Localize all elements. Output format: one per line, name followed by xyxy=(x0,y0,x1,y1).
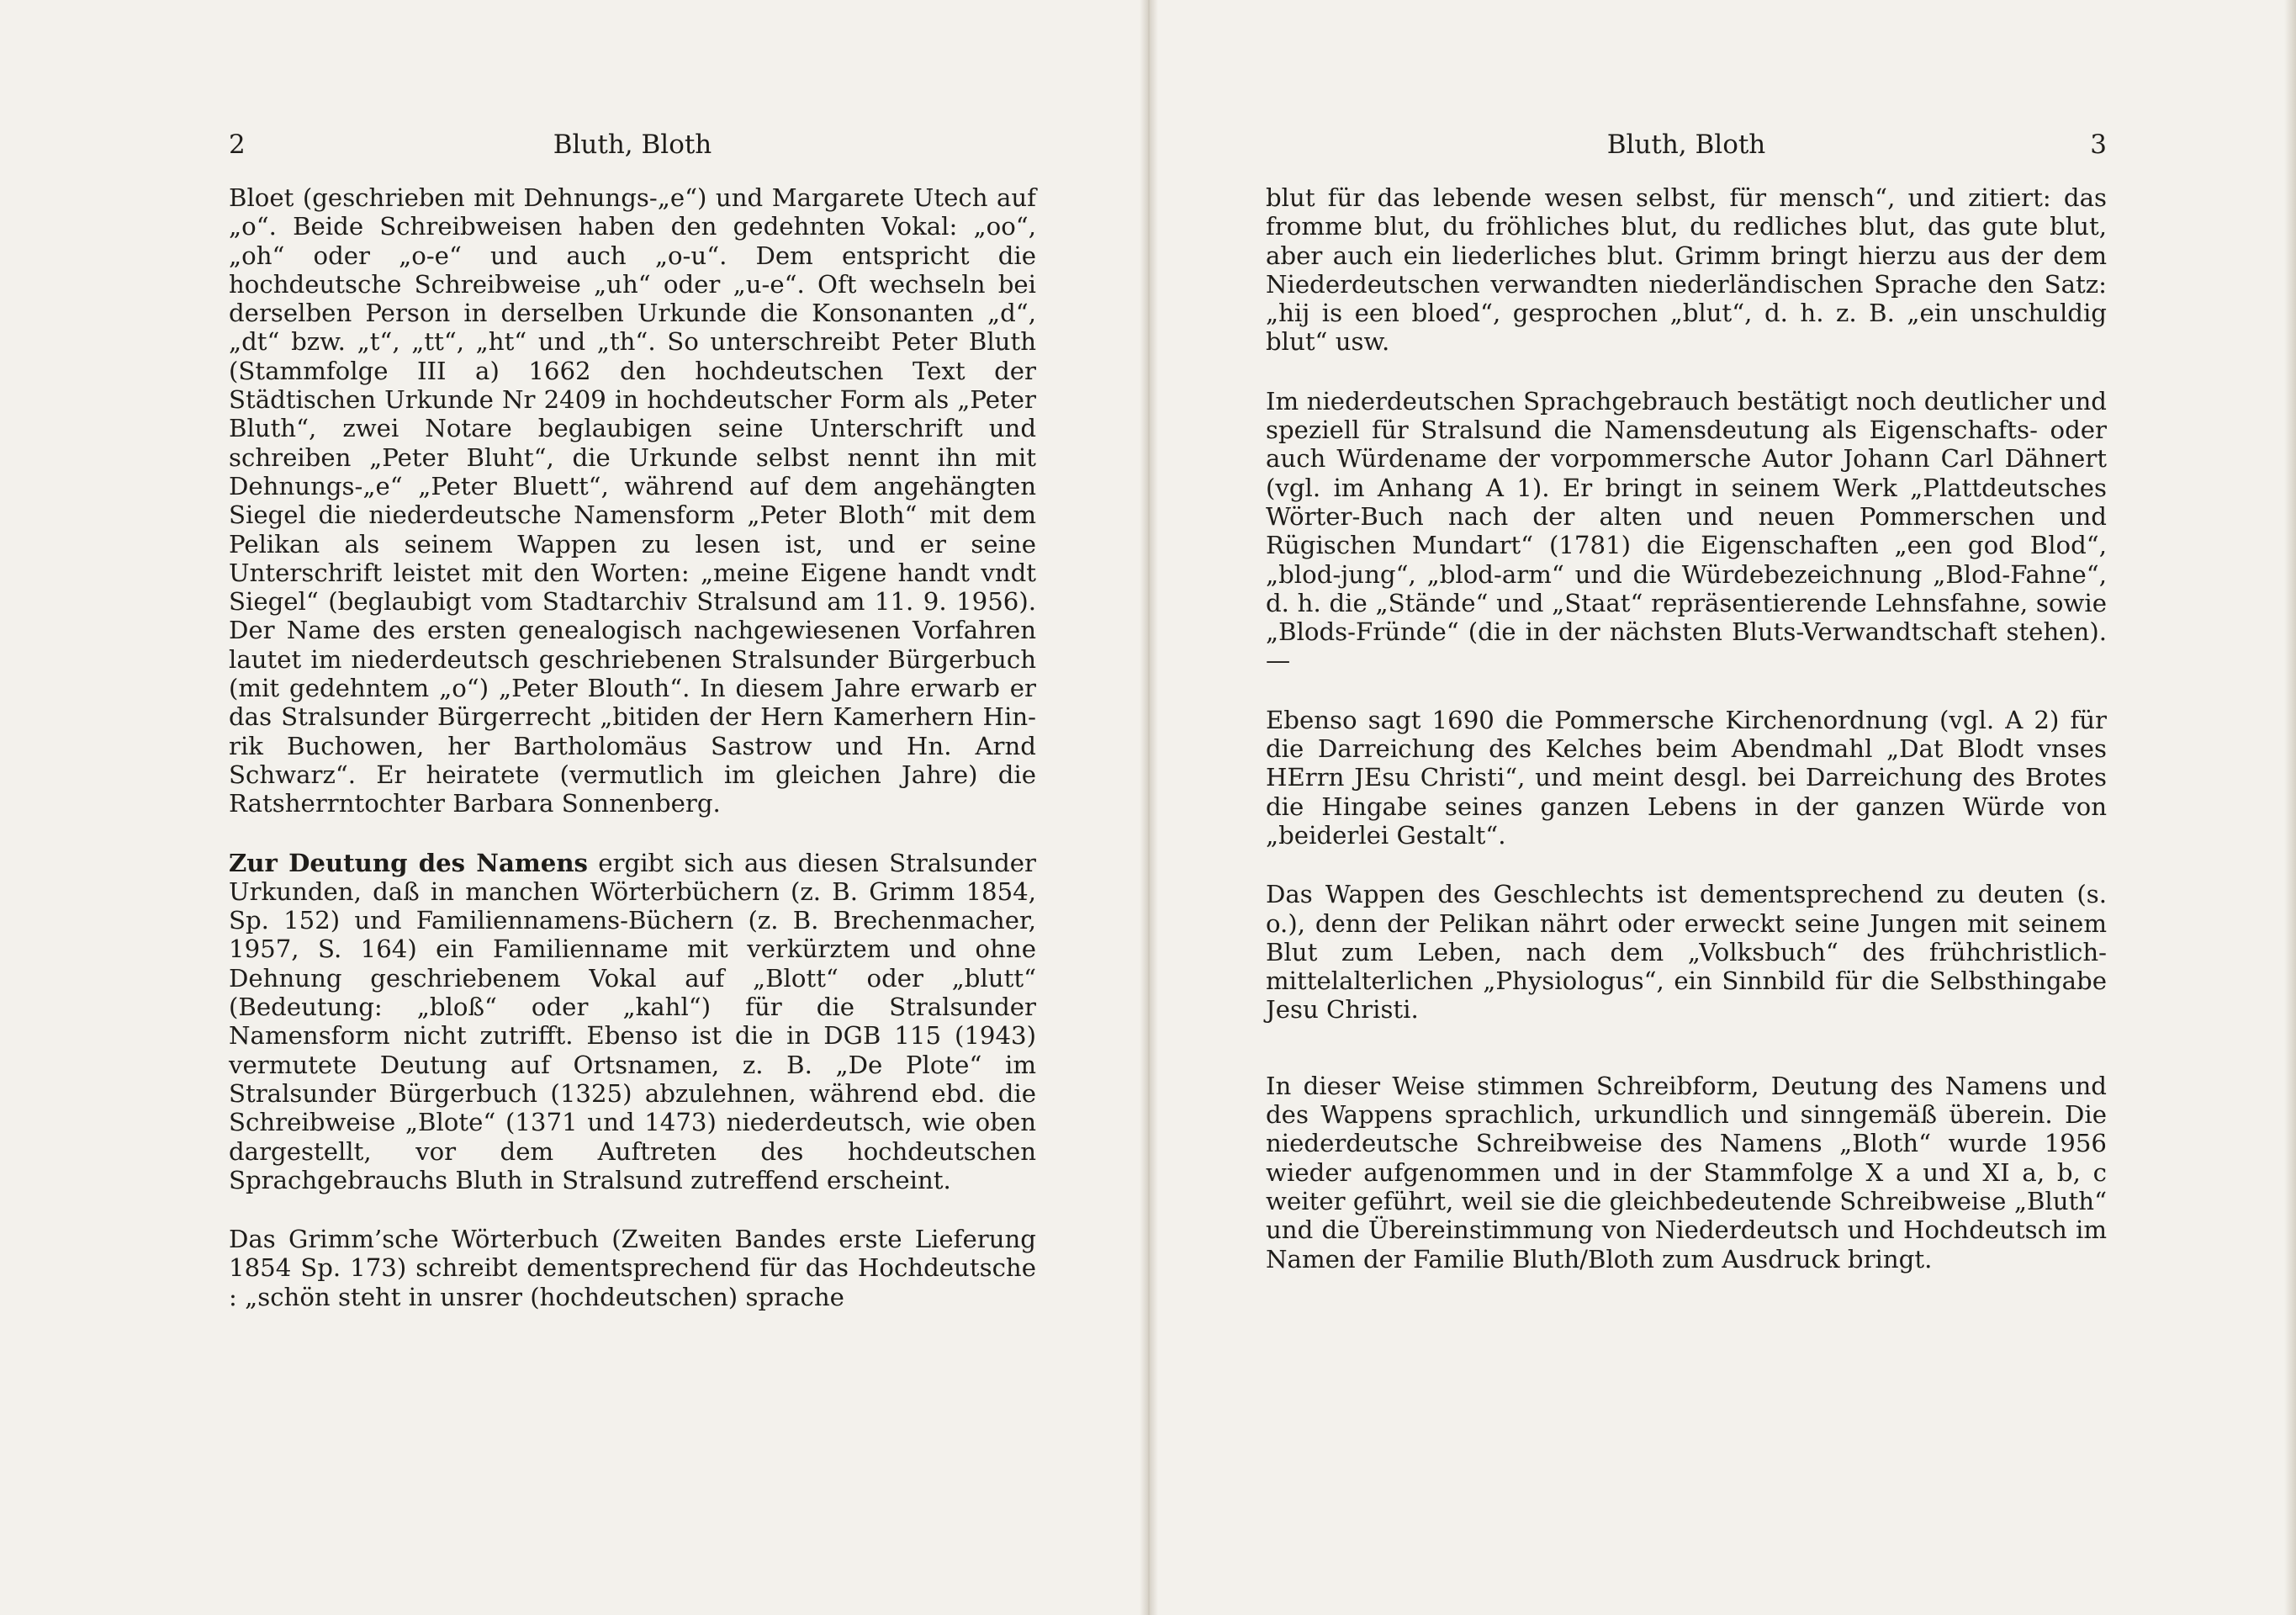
paragraph xyxy=(229,1225,1036,1311)
right-page xyxy=(1148,0,2296,1615)
body-text xyxy=(229,183,1036,1311)
page-number: 3 xyxy=(2090,130,2107,160)
running-head: Bluth, Bloth xyxy=(553,130,712,160)
page-header xyxy=(229,128,1036,162)
paragraph xyxy=(229,849,1036,1195)
paragraph-text: In dieser Weise stimmen Schreibform, Deutung des Namens und des Wappens sprachlich, urkundlich und sinngemäß überein. Die niederdeutsche Schreibweise des Namens „Bloth“ wurde 1956 wieder aufgenommen und in der Stammfolge X a und XI a, b, c weiter geführt, weil sie die gleichbedeutende Schreibweise „Bluth“ und die Übereinstimmung von Niederdeutsch und Hochdeutsch im Namen der Familie Bluth/Bloth zum Ausdruck bringt. xyxy=(1266,1071,2107,1273)
paragraph xyxy=(229,183,1036,818)
paragraph-lead: Zur Deutung des Namens xyxy=(229,848,588,877)
paragraph-text: Im niederdeutschen Sprachgebrauch bestätigt noch deutlicher und speziell für Stralsund die Namensdeutung als Eigenschafts- oder auch Würdename der vorpommersche Autor Johann Carl Dähnert (vgl. im Anhang A 1). Er bringt in seinem Werk „Plattdeutsches Wörter-Buch nach der alten und neuen Pommerschen und Rügischen Mundart“ (1781) die Eigenschaften „een god Blod“, „blod-jung“, „blod-arm“ und die Würdebezeichnung „Blod-Fahne“, d. h. die „Stände“ und „Staat“ repräsentierende Lehnsfahne, sowie „Blods-Fründe“ (die in der nächsten Bluts-Verwandtschaft stehen). — xyxy=(1266,386,2107,675)
page-number: 2 xyxy=(229,130,246,160)
running-head: Bluth, Bloth xyxy=(1606,130,1766,160)
paragraph-text: Das Wappen des Geschlechts ist dementsprechend zu deuten (s. o.), denn der Pelikan nährt oder erweckt seine Jungen mit seinem Blut zum Leben, nach dem „Volksbuch“ des frühchristlich-mittelalterlichen „Physiologus“, ein Sinnbild für die Selbsthingabe Jesu Christi. xyxy=(1266,880,2107,1025)
paragraph xyxy=(1266,880,2107,1024)
paragraph-text: Bloet (geschrieben mit Dehnungs-„e“) und Margarete Utech auf „o“. Beide Schreibweisen haben den gedehnten Vokal: „oo“, „oh“ oder „o-e“ und auch „o-u“. Dem entspricht die hochdeutsche Schreibweise „uh“ oder „u-e“. Oft wechseln bei derselben Person in derselben Urkunde die Konsonanten „d“, „dt“ bzw. „t“, „tt“, „ht“ und „th“. So unterschreibt Peter Bluth (Stammfolge III a) 1662 den hochdeutschen Text der Städtischen Urkunde Nr 2409 in hochdeutscher Form als „Peter Bluth“, zwei Notare beglaubigen seine Unterschrift und schreiben „Peter Bluht“, die Urkunde selbst nennt ihn mit Dehnungs-„e“ „Peter Bluett“, während auf dem angehängten Siegel die niederdeutsche Namensform „Peter Bloth“ mit dem Pelikan als seinem Wappen zu lesen ist, und er seine Unterschrift leistet mit den Worten: „meine Eigene handt vndt Siegel“ (beglaubigt vom Stadtarchiv Stralsund am 11. 9. 1956). Der Name des ersten genealogisch nachgewiesenen Vorfahren lautet im niederdeutsch geschriebenen Stralsunder Bürgerbuch (mit gedehntem „o“) „Peter Blouth“. In diesem Jahre erwarb er das Stralsunder Bürgerrecht „bitiden der Hern Kamerhern Hinrik Buchowen, her Bartholomäus Sastrow und Hn. Arnd Schwarz“. Er heiratete (vermutlich im gleichen Jahre) die Ratsherrntochter Barbara Sonnenberg. xyxy=(229,183,1036,818)
page-edge-shadow xyxy=(2284,0,2296,1615)
paragraph-text: ergibt sich aus diesen Stralsunder Urkunden, daß in manchen Wörterbüchern (z. B. Grimm 1854, Sp. 152) und Familiennamens-Büchern (z. B. Brechenmacher, 1957, S. 164) ein Familienname mit verkürztem und ohne Dehnung geschriebenem Vokal auf „Blott“ oder „blutt“ (Bedeutung: „bloß“ oder „kahl“) für die Stralsunder Namensform nicht zutrifft. Ebenso ist die in DGB 115 (1943) vermutete Deutung auf Ortsnamen, z. B. „De Plote“ im Stralsunder Bürgerbuch (1325) abzulehnen, während ebd. die Schreibweise „Blote“ (1371 und 1473) niederdeutsch, wie oben dargestellt, vor dem Auftreten des hochdeutschen Sprachgebrauchs Bluth in Stralsund zutreffend erscheint. xyxy=(229,848,1036,1194)
paragraph xyxy=(1266,706,2107,850)
paragraph xyxy=(1266,1072,2107,1273)
book-gutter xyxy=(1140,0,1158,1615)
page-header xyxy=(1266,128,2107,162)
paragraph-text: blut für das lebende wesen selbst, für mensch“, und zitiert: das fromme blut, du fröhliches blut, du redliches blut, das gute blut, aber auch ein liederliches blut. Grimm bringt hierzu aus der dem Niederdeutschen verwandten niederländischen Sprache den Satz: „hij is een bloed“, gesprochen „blut“, d. h. z. B. „ein unschuldig blut“ usw. xyxy=(1266,183,2107,357)
paragraph xyxy=(1266,387,2107,675)
body-text xyxy=(1266,183,2107,1273)
paragraph-text: Das Grimm’sche Wörterbuch (Zweiten Bandes erste Lieferung 1854 Sp. 173) schreibt dementsprechend für das Hochdeutsche : „schön steht in unsrer (hochdeutschen) sprache xyxy=(229,1225,1036,1311)
paragraph xyxy=(1266,183,2107,357)
paragraph-text: Ebenso sagt 1690 die Pommersche Kirchenordnung (vgl. A 2) für die Darreichung des Kelches beim Abendmahl „Dat Blodt vnses HErrn JEsu Christi“, und meint desgl. bei Darreichung des Brotes die Hingabe seines ganzen Lebens in der ganzen Würde von „beiderlei Gestalt“. xyxy=(1266,705,2107,850)
